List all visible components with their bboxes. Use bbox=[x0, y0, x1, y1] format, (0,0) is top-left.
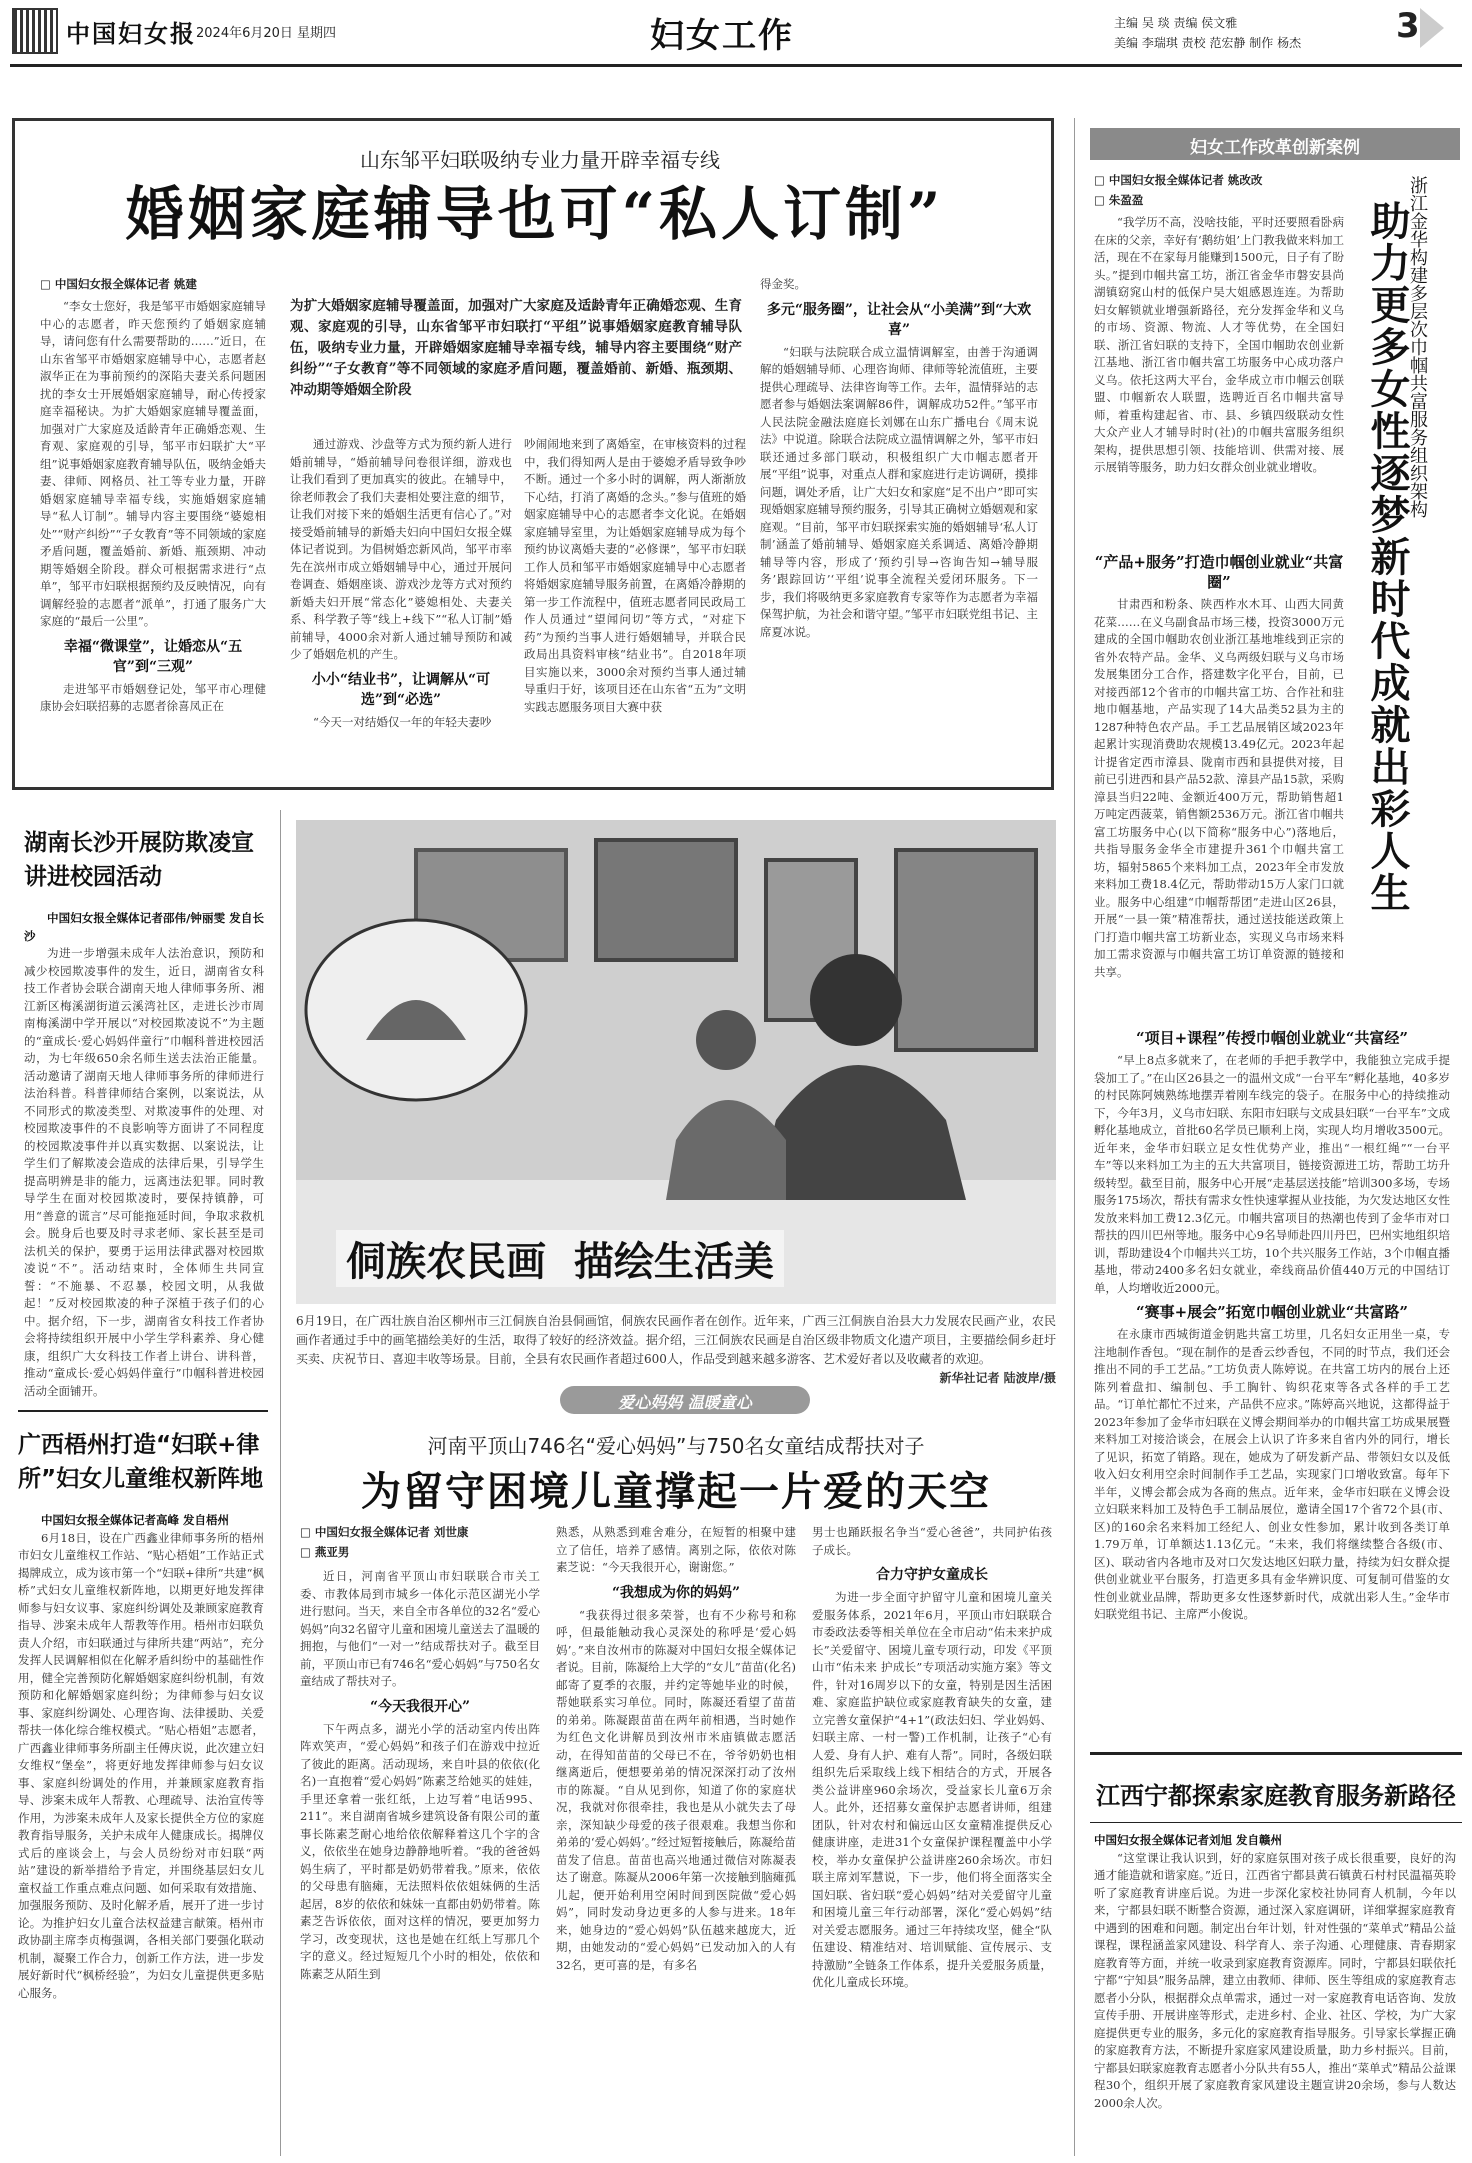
wuzhou-body bbox=[18, 1512, 264, 2152]
changsha-dateline: 中国妇女报全媒体记者邵伟/钟丽雯 发自长沙 bbox=[24, 911, 264, 943]
lead-col4-head: 得金奖。 bbox=[760, 277, 806, 291]
reform-vertical-kicker: 浙江金华构建多层次巾帼共富服务组织架构 bbox=[1407, 176, 1428, 518]
pds-col3-head: 男士也踊跃报名争当“爱心爸爸”，共同护佑孩子成长。 bbox=[812, 1525, 1052, 1557]
lead-headline: 婚姻家庭辅导也可“私人订制” bbox=[125, 180, 945, 248]
reform-p1-text: 甘肃西和粉条、陕西柞水木耳、山西大同黄花菜……在义乌副食品市场三楼，投资3000万元建成的全国巾帼助农创业浙江基地堆线到正宗的省外农特产品。金华、义乌两级妇联与义乌市场发展集团分工合作，搭建数字化平台，目前，已对接西部12个省市的巾帼共富工坊、合作社和驻地巾帼基地，产品实现了14大品类52县为主的1287种特色农产品。手工艺品展销区域2023年起累计实现消费助农规模13.49亿元。2023年起计提省定西市漳县、陇南市西和县提供对接，目前已引进西和县产品52款、漳县产品15款，采购漳县当归22吨、金额近400万元，帮助销售超1万吨定西菠菜，销售额2536万元。浙江省巾帼共富工坊服务中心(以下简称“服务中心”)落地后，共指导服务金华全市建提升361个巾帼共富工坊，辐射5865个来料加工点，2023年全市发放来料加工费18.4亿元，帮助带动15万人家门口就业。服务中心组建“巾帼帮帮团”走进山区26县，开展“一县一策”精准帮扶，通过送技能送政策上门打造巾帼共富工坊新业态，实现义乌市场来料加工需求资源与巾帼共富工坊订单资源的链接和共享。 bbox=[1094, 597, 1344, 979]
reform-subhead-3: “赛事+展会”拓宽巾帼创业就业“共富路” bbox=[1135, 1303, 1409, 1321]
photo-credit: 新华社记者 陆波岸/摄 bbox=[939, 1371, 1056, 1385]
masthead bbox=[0, 0, 1472, 64]
pds-col1b-text: 下午两点多，湖光小学的活动室内传出阵阵欢笑声，“爱心妈妈”和孩子们在游戏中拉近了彼此的距离。活动现场，来自叶县的依依(化名)一直抱着“爱心妈妈”陈素芝给她买的娃娃，手里还拿着一张红纸，上边写着“电话995、211”。来自湖南省城乡建筑设备有限公司的董事长陈素芝耐心地给依依解释着这几个字的含义，依依坐在她身边静静地听着。“我的爸爸妈妈生病了，平时都是奶奶带着我。”原来，依依的父母患有脑瘫，无法照料依依姐妹俩的生活起居，8岁的依依和妹妹一直都由奶奶带着。陈素芝告诉依依，面对这样的情况，要更加努力学习，改变现状，这也是她在红纸上写那几个字的意义。经过短短几个小时的相处，依依和陈素芝从陌生到 bbox=[300, 1721, 540, 1981]
care-banner-text: 爱心妈妈 温暖童心 bbox=[618, 1393, 752, 1412]
lead-column-4 bbox=[760, 276, 1038, 778]
main-photo bbox=[296, 820, 1056, 1304]
lead-subhead-1: 幸福“微课堂”，让婚恋从“五官”到“三观” bbox=[63, 638, 243, 675]
separator-left bbox=[280, 810, 281, 2156]
pds-subhead-2: “我想成为你的妈妈” bbox=[611, 1584, 741, 1601]
page-tab-shape bbox=[1420, 8, 1444, 48]
reform-p3-text: 在永康市西城街道金钥匙共富工坊里，几名妇女正用坐一桌，专注地制作香包。“现在制作的是香云纱香包，不同的时节点，我们还会推出不同的手工艺品。”工坊负责人陈婷说。在共富工坊内的展台上还陈列着盘扣、编制包、手工胸针、钩织花束等各式各样的手工艺品。“订单忙都忙不过来，产品供不应求。”陈婷高兴地说，这都得益于2023年参加了金华市妇联在义博会期间举办的巾帼共富工坊成果展暨来料加工对接洽谈会，在展会上认识了许多来自省内外的同行，增长了见识，拓宽了销路。现在，她成为了研发新产品、带领妇女以及低收入妇女利用空余时间制作手工艺品，实现家门口增收致富。每年下半年，义博会都会成为各商的焦点。近年来，金华市妇联在义博会设立妇联来料加工及特色手工制品展位，邀请全国17个省72个县(市、区)的160余名来料加工经纪人、创业女性参加，累计收到各类订单1.79万单，订单额达1.13亿元。“未来，我们将继续整合各级(市、区)、联动省内各地市及对口欠发达地区妇联力量，持续为妇女群众提供创业就业平台服务，打造更多具有金华辨识度、可复制可借鉴的女性创业就业品牌，帮助更多女性逐梦新时代，成就出彩人生。”金华市妇联党组书记、主席严小俊说。 bbox=[1094, 1327, 1450, 1621]
reform-section-1 bbox=[1094, 546, 1344, 1020]
pds-col3-text: 为进一步全面守护留守儿童和困境儿童关爱服务体系，2021年6月，平顶山市妇联联合市委政法委等相关单位在全市启动“佑未来护成长”关爱留守、困境儿童专项行动，印发《平顶山市“佑未来 护成长”专项活动实施方案》等文件，针对16周岁以下的女童，特别是因生活困难、家庭监护缺位或家庭教育缺失的女童，建立完善女童保护“4+1”(政法妇妇、学业妈妈、妇联主席、一村一警)工作机制，让孩子“心有人爱、身有人护、难有人帮”。同时，各级妇联组织先后采取线上线下相结合的方式，开展各类公益讲座960余场次，受益家长儿童6万余人。此外，还招募女童保护志愿者讲师，组建团队，针对农村和偏远山区女童精准提供反心健康讲座，走进31个女童保护课程覆盖中小学校，举办女童保护公益讲座260余场次。市妇联主席刘军慧说，下一步，他们将全面落实全国妇联、省妇联“爱心妈妈”结对关爱留守儿童和困境儿童三年行动部署，深化“爱心妈妈”结对关爱志愿服务。通过三年持续攻坚，健全“队伍建设、精准结对、培训赋能、宣传展示、支持激励”全链条工作体系，提升关爱服务质量，优化儿童成长环境。 bbox=[812, 1590, 1052, 1989]
pds-column-3 bbox=[812, 1524, 1052, 2156]
reform-intro-text: “我学历不高，没啥技能，平时还要照看卧病在床的父亲，幸好有‘鹅纺姐’上门教我做来料加工活，现在不在家每月能赚到1500元，日子有了盼头。”提到巾帼共富工坊，浙江省金华市磐安县尚湖镇窈窕山村的低保户吴大姐感恩连连。为帮助妇女解锁就业增强新路径，充分发挥金华和义乌的市场、资源、物流、人才等优势，在全国妇联、浙江省妇联的支持下，全国巾帼助农创业新江基地、浙江省巾帼共富工坊服务中心成功落户义乌。依托这两大平台，金华成立市巾帼云创联盟、巾帼新农人联盟，选聘近百名巾帼共富导师，着重构建起省、市、县、乡镇四级联动女性大众产业人才辅导时时(社)的巾帼共富服务组织架构，提供思想引领、技能培训、供需对接、展示展销等服务，助力妇女群众创业就业增收。 bbox=[1094, 215, 1344, 474]
pds-byline-2: □ 燕亚男 bbox=[300, 1545, 350, 1559]
newspaper-logo: 中国妇女报 bbox=[66, 19, 196, 48]
pds-col2-text: 熟悉，从熟悉到难舍难分，在短暂的相聚中建立了信任，培养了感情。离别之际，依依对陈素芝说：“今天我很开心，谢谢您。” bbox=[556, 1525, 796, 1574]
ningdu-body bbox=[1094, 1832, 1456, 2154]
qr-code-icon bbox=[14, 10, 56, 52]
pds-headline: 为留守困境儿童撑起一片爱的天空 bbox=[361, 1468, 991, 1515]
pds-subhead-1: “今天我很开心” bbox=[369, 1698, 471, 1715]
ningdu-dateline: 中国妇女报全媒体记者刘旭 发自赣州 bbox=[1094, 1833, 1283, 1847]
issue-date: 2024年6月20日 星期四 bbox=[196, 26, 337, 41]
page-number: 3 bbox=[1396, 6, 1420, 46]
lead-column-3 bbox=[524, 436, 746, 778]
section-title: 妇女工作 bbox=[650, 16, 794, 56]
pds-column-1 bbox=[300, 1568, 540, 2156]
wuzhou-dateline: 中国妇女报全媒体记者高峰 发自梧州 bbox=[41, 1513, 230, 1527]
photo-overlay-caption: 侗族农民画 描绘生活美 bbox=[336, 1230, 784, 1287]
changsha-headline: 湖南长沙开展防欺凌宣讲进校园活动 bbox=[24, 830, 254, 890]
changsha-text: 为进一步增强未成年人法治意识，预防和减少校园欺凌事件的发生，近日，湖南省女科技工作者协会联合湖南天地人律师事务所、湘江新区梅溪湖街道云溪湾社区，走进长沙市周南梅溪湖中学开展以“对校园欺凌说不”为主题的“童成长·爱心妈妈伴童行”巾帼科普进校园活动，为七年级650余名师生送去法治正能量。活动邀请了湖南天地人律师事务所的律师进行法治科普。科普律师结合案例，以案说法，从不同形式的欺凌类型、对欺凌事件的处理、对校园欺凌事件的不良影响等方面讲了不同程度的校园欺凌事件并以真实数据、以案说法，让学生们了解欺凌会造成的法律后果，引导学生提高明辨是非的能力，远离违法犯罪。同时教导学生在面对校园欺凌时，要保持镇静，可用“善意的谎言”尽可能拖延时间，争取求救机会。脱身后也要及时寻求老师、家长甚至是司法机关的保护，要勇于运用法律武器对校园欺凌说“不”。活动结束时，全体师生共同宣誓：“不施暴、不忍暴，校园文明，从我做起！”反对校园欺凌的种子深植于孩子们的心中。据介绍，下一步，湖南省女科技工作者协会将持续组织开展中小学生学科素养、身心健康，组织广大女科技工作者上讲台、讲科普，推动“童成长·爱心妈妈伴童行”巾帼科普进校园活动全面铺开。 bbox=[24, 946, 264, 1398]
lead-kicker: 山东邹平妇联吸纳专业力量开辟幸福专线 bbox=[360, 148, 720, 172]
reform-bottom-rule bbox=[1090, 1752, 1462, 1755]
lead-col4-text: “妇联与法院联合成立温情调解室，由善于沟通调解的婚姻辅导师、心理咨询师、律师等轮流值班，主要提供心理疏导、法律咨询等工作。去年，温情驿站的志愿者参与婚姻法案调解86件，调解成功52件。”邹平市人民法院金融法庭庭长刘娜在山东广播电台《周末说法》中说道。除联合法院成立温情调解之外，邹平市妇联还通过多部门联动，积极组织广大巾帼志愿者开展“平组”说事，对重点人群和家庭进行走访调研，摸排问题，调处矛盾，让广大妇女和家庭“足不出户”即可实现婚姻家庭辅导预约服务，引导其正确树立婚姻观和家庭观。“目前，邹平市妇联探索实施的婚姻辅导‘私人订制’涵盖了婚前辅导、婚姻家庭关系调适、离婚冷静期辅导等内容，形成了‘预约引导→咨询告知→辅导服务’跟踪回访’‘平组’说事全流程关爱闭环服务。下一步，我们将吸纳更多家庭教育专家等作为志愿者为幸福保驾护航，为社会和谐守望。”邹平市妇联党组书记、主席夏冰说。 bbox=[760, 344, 1038, 639]
staff-line-1: 主编 吴 琰 责编 侯文雅 bbox=[1114, 16, 1238, 30]
lead-col1-text: “李女士您好，我是邹平市婚姻家庭辅导中心的志愿者，昨天您预约了婚姻家庭辅导，请问您有什么需要帮助的……”近日，在山东省邹平市婚姻家庭辅导中心，志愿者赵淑华正在为事前预约的深陷夫妻关系问题困扰的李女士开展婚姻家庭辅导，耐心传授家庭幸福秘诀。为扩大婚姻家庭辅导覆盖面，加强对广大家庭及适龄青年正确婚恋观、生育观、家庭观的引导，邹平市妇联扩大“平组”说事婚姻家庭教育辅导队伍，吸纳金婚夫妻、律师、网格员、社工等专业力量，开辟婚姻家庭辅导幸福专线，实施婚姻家庭辅导“私人订制”。辅导内容主要围绕“婆媳相处”“财产纠纷”“子女教育”等不同领域的家庭矛盾问题，覆盖婚前、新婚、瓶颈期、冲动期等婚姻全阶段。群众可根据需求进行“点单”，邹平市妇联根据预约及反映情况，向有调解经验的志愿者“派单”，打通了服务广大家庭的“最后一公里”。 bbox=[40, 299, 266, 628]
reform-p2-text: “早上8点多就来了，在老师的手把手教学中，我能独立完成手提袋加工了。”在山区26县之一的温州文成“一台平车”孵化基地，40多岁的村民陈阿姨熟练地摆弄着刚车线完的袋子。在服务中心的持续推动下，今年3月，义乌市妇联、东阳市妇联与文成县妇联“一台平车”文成孵化基地成立，首批60名学员已顺利上岗，实现人均月增收3500元。近年来，金华市妇联立足女性优势产业，推出“一根红绳”“一台平车”等以来料加工为主的五大共富项目，链接资源进工坊，帮助工坊升级转型。截至目前，服务中心开展“走基层送技能”培训300多场，专场服务175场次，帮扶有需求女性快速掌握从业技能，为欠发达地区女性发放来料加工费12.3亿元。巾帼共富项目的热潮也传到了金华市对口帮扶的四川巴州等地。服务中心9名导师赴四川丹巴，巴州实地组织培训，帮助建设4个巾帼共兴工坊，10个共兴服务工作站，3个巾帼直播基地，带动2400多名妇女就业，牵线商品价值440万元的中国结订单，人均增收近2000元。 bbox=[1094, 1053, 1450, 1295]
wuzhou-text: 6月18日，设在广西鑫业律师事务所的梧州市妇女儿童维权工作站、“贴心梧姐”工作站正式揭牌成立，成为该市第一个“妇联+律所”共建“枫桥”式妇女儿童维权新阵地，以期更好地发挥律师参与妇女议事、家庭纠纷调处及兼顾家庭教育指导、涉案未成年人帮教等作用。梧州市妇联负责人介绍，市妇联通过与律所共建“两站”，充分发挥人民调解相似在化解矛盾纠纷中的基础性作用，健全完善预防化解婚姻家庭纠纷机制，有效预防和化解婚姻家庭纠纷；为律师参与妇女议事、家庭纠纷调处、心理咨询、法律援助、关爱帮扶一体化综合维权模式。“贴心梧姐”志愿者，广西鑫业律师事务所副主任傅庆说，此次建立妇女维权“堡垒”，将更好地发挥律师参与妇女议事、家庭纠纷调处的作用，并兼顾家庭教育指导、涉案未成年人帮教、心理疏导、法治宣传等作用，为涉案未成年人及家长提供全方位的家庭教育指导服务，关护未成年人健康成长。揭牌仪式后的座谈会上，与会人员纷纷对市妇联“两站”建设的新举措给予肯定，并围绕基层妇女儿童权益工作重点难点问题、如何采取有效措施、加强服务预防、及时化解矛盾，展开了进一步讨论。为推护妇女儿童合法权益建言献策。梧州市政协副主席李贞梅强调，各相关部门要强化联动机制，凝聚工作合力，创新工作方法，进一步发展好新时代“枫桥经验”，为妇女儿童提供更多贴心服务。 bbox=[18, 1530, 264, 2000]
masthead-rule bbox=[10, 64, 1462, 67]
lead-byline: □ 中国妇女报全媒体记者 姚建 bbox=[40, 277, 197, 291]
photo-caption-text: 6月19日，在广西壮族自治区柳州市三江侗族自治县侗画馆，侗族农民画作者在创作。近年来，广西三江侗族自治县大力发展农民画产业，农民画作者通过手中的画笔描绘美好的生活，取得了较好的经济效益。据介绍，三江侗族农民画是自治区级非物质文化遗产项目，主要描绘侗乡赶圩买卖、庆祝节日、喜迎丰收等场景。目前，全县有农民画作者超过600人，作品受到越来越多游客、艺术爱好者以及收藏者的欢迎。 bbox=[296, 1314, 1056, 1366]
reform-byline-2: □ 朱盈盈 bbox=[1094, 193, 1144, 207]
pds-col2b-text: “我获得过很多荣誉，也有不少称号和称呼，但最能触动我心灵深处的称呼是‘爱心妈妈’。”来自汝州市的陈凝对中国妇女报全媒体记者说。目前，陈凝给上大学的“女儿”苗苗(化名)邮寄了夏季的衣服，并约定等她毕业的时候，帮她联系实习单位。同时，陈凝还看望了苗苗的弟弟。陈凝跟苗苗在两年前相遇，当时她作为红色文化讲解员到汝州市米庙镇做志愿活动，在得知苗苗的父母已不在，爷爷奶奶也相继离逝后，便想要弟弟的情况深深打动了汝州市的陈凝。“自从见到你，知道了你的家庭状况，我就对你很牵挂，我也是从小就失去了母亲，深知缺少母爱的孩子很艰难。我想当你和弟弟的‘爱心妈妈’。”经过短暂接触后，陈凝给苗苗发了信息。苗苗也高兴地通过微信对陈凝表达了谢意。陈凝从2006年第一次接触到脑瘫孤儿起，便开始利用空闲时间到医院做“爱心妈妈”，同时发动身边更多的人参与进来。18年来，她身边的“爱心妈妈”队伍越来越庞大，近期，由她发动的“爱心妈妈”已发动加入的人有32名，更可喜的是，有多名 bbox=[556, 1607, 796, 1972]
reform-header: 妇女工作改革创新案例 bbox=[1190, 138, 1360, 158]
pds-column-2 bbox=[556, 1524, 796, 2156]
lead-column-1 bbox=[40, 298, 266, 778]
separator-wuzhou bbox=[18, 1410, 268, 1412]
ningdu-text: “这堂课让我认识到，好的家庭氛围对孩子成长很重要，良好的沟通才能造就和谐家庭。”近日，江西省宁都县黄石镇黄石村村民温福英聆听了家庭教育讲座后说。为进一步深化家校社协同育人机制，今年以来，宁都县妇联不断整合资源，通过深入家庭调研，详细掌握家庭教育中遇到的困难和问题。制定出台年计划，针对性强的“菜单式”精品公益课程，课程涵盖家风建设、科学育人、亲子沟通、心理健康、青春期家庭教育等方面，并统一收录到家庭教育资源库。同时，宁都县妇联依托宁都“宁知县”服务品牌，建立由教师、律师、医生等组成的家庭教育志愿者小分队，根据群众点单需求，通过一对一家庭教育电话咨询、发放宣传手册、开展讲座等形式，走进乡村、企业、社区、学校，为广大家庭提供更专业的服务，多元化的家庭教育指导服务。引导家长掌握正确的家庭教育方法，不断提升家庭家风建设质量，助力乡村振兴。目前，宁都县妇联家庭教育志愿者小分队共有55人，推出“菜单式”精品公益课程30个，组织开展了家庭教育家风建设主题宣讲20余场，参与人数达2000余人次。 bbox=[1094, 1850, 1456, 2110]
pds-col1-text: 近日，河南省平顶山市妇联联合市关工委、市教体局到市城乡一体化示范区湖光小学进行慰问。当天，来自全市各单位的32名“爱心妈妈”向32名留守儿童和困境儿童送去了温暖的拥抱，与他们“一对一”结成帮扶对子。截至目前，平顶山市已有746名“爱心妈妈”与750名女童结成了帮扶对子。 bbox=[300, 1569, 540, 1688]
staff-line-2: 美编 李瑞琪 责校 范宏静 制作 杨杰 bbox=[1114, 36, 1302, 50]
pds-kicker: 河南平顶山746名“爱心妈妈”与750名女童结成帮扶对子 bbox=[427, 1434, 925, 1458]
lead-column-2 bbox=[290, 436, 512, 778]
photo-caption bbox=[296, 1312, 1056, 1385]
lead-col2-tail: “今天一对结婚仅一年的年轻夫妻吵 bbox=[313, 714, 492, 729]
reform-subhead-2: “项目+课程”传授巾帼创业就业“共富经” bbox=[1135, 1029, 1409, 1047]
lead-subhead-3: 多元“服务圈”，让社会从“小美满”到“大欢喜” bbox=[766, 301, 1032, 338]
ningdu-headline: 江西宁都探索家庭教育服务新路径 bbox=[1096, 1782, 1456, 1810]
reform-section-2 bbox=[1094, 1022, 1450, 1295]
lead-summary: 为扩大婚姻家庭辅导覆盖面，加强对广大家庭及适龄青年正确婚恋观、生育观、家庭观的引导，山东省邹平市妇联打“平组”说事婚姻家庭教育辅导队伍，吸纳专业力量，开辟婚姻家庭辅导幸福专线，辅导内容主要围绕“财产纠纷”“子女教育”等不同领域的家庭矛盾问题，覆盖婚前、新婚、瓶颈期、冲动期等婚姻全阶段 bbox=[290, 298, 742, 398]
reform-intro bbox=[1094, 214, 1344, 544]
lead-subhead-2: 小小“结业书”，让调解从“可选”到“必选” bbox=[311, 671, 491, 708]
reform-subhead-1: “产品+服务”打造巾帼创业就业“共富圈” bbox=[1094, 553, 1344, 591]
ningdu-rule bbox=[1090, 1822, 1462, 1823]
pds-subhead-3: 合力守护女童成长 bbox=[876, 1567, 988, 1583]
wuzhou-headline: 广西梧州打造“妇联+律所”妇女儿童维权新阵地 bbox=[18, 1432, 264, 1492]
pds-byline-1: □ 中国妇女报全媒体记者 刘世康 bbox=[300, 1525, 469, 1539]
lead-col2-text: 通过游戏、沙盘等方式为预约新人进行婚前辅导，“婚前辅导问卷很详细，游戏也让我们看到了更加真实的彼此。在辅导中，徐老师教会了我们夫妻相处要注意的细节，让我们对接下来的婚姻生活更有信心了。”对接受婚前辅导的新婚夫妇向中国妇女报全媒体记者说到。为倡树婚恋新风尚，邹平市率先在滨州市成立婚姻辅导中心，通过开展问卷调查、婚姻座谈、游戏沙龙等方式对预约新婚夫妇开展“常态化”婆媳相处、夫妻关系、科学教子等“线上+线下”“私人订制”婚前辅导，4000余对新人通过辅导预防和减少了婚姻危机的产生。 bbox=[290, 437, 512, 661]
lead-col1-tail: 走进邹平市婚姻登记处，邹平市心理健康协会妇联招募的志愿者徐喜凤正在 bbox=[40, 681, 266, 713]
separator-right bbox=[1074, 118, 1075, 2156]
reform-section-3 bbox=[1094, 1296, 1450, 1736]
reform-vertical-headline: 助力更多女性逐梦新时代成就出彩人生 bbox=[1364, 200, 1410, 914]
reform-byline-1: □ 中国妇女报全媒体记者 姚改改 bbox=[1094, 173, 1263, 187]
lead-col3-text: 吵闹闹地来到了离婚室，在审核资料的过程中，我们得知两人是由于婆媳矛盾导致争吵不断。通过一个多小时的调解，两人渐渐放下心结，打消了离婚的念头。”参与值班的婚姻家庭辅导中心的志愿者李文化说。在婚姻家庭辅导室里，为让婚姻家庭辅导成为每个预约协议离婚夫妻的“必修课”，邹平市妇联工作人员和邹平市婚姻家庭辅导中心志愿者将婚姻家庭辅导服务前置，在离婚冷静期的第一步工作流程中，值班志愿者同民政局工作人员通过“望闻问切”等方式，“对症下药”为预约当事人进行婚姻辅导，并联合民政局出具资料审核“结业书”。自2018年项目实施以来，3000余对预约当事人通过辅导重归于好，该项目还在山东省“五为”文明实践志愿服务项目大赛中获 bbox=[524, 437, 746, 714]
